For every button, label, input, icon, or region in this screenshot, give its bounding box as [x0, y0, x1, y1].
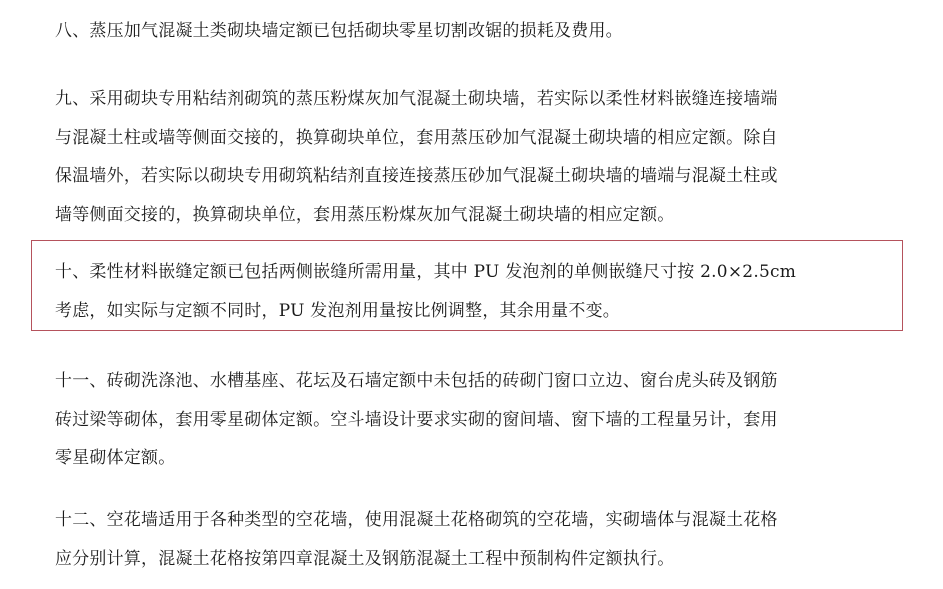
paragraph-line: 砖过梁等砌体，套用零星砌体定额。空斗墙设计要求实砌的窗间墙、窗下墙的工程量另计，套用 — [55, 409, 778, 430]
paragraph-line: 与混凝土柱或墙等侧面交接的，换算砌块单位，套用蒸压砂加气混凝土砌块墙的相应定额。除自 — [55, 127, 778, 148]
paragraph-line: 零星砌体定额。 — [55, 448, 176, 468]
paragraph-line: 十二、空花墙适用于各种类型的空花墙，使用混凝土花格砌筑的空花墙，实砌墙体与混凝土花格 — [55, 510, 778, 530]
paragraph-line: 八、蒸压加气混凝土类砌块墙定额已包括砌块零星切割改锯的损耗及费用。 — [55, 21, 623, 41]
paragraph-line: 应分别计算，混凝土花格按第四章混凝土及钢筋混凝土工程中预制构件定额执行。 — [55, 548, 675, 569]
paragraph-9 — [55, 80, 895, 234]
paragraph-10-highlighted — [55, 253, 895, 330]
paragraph-line: 墙等侧面交接的，换算砌块单位，套用蒸压粉煤灰加气混凝土砌块墙的相应定额。 — [55, 204, 675, 225]
paragraph-8 — [55, 12, 895, 51]
paragraph-line: 保温墙外，若实际以砌块专用砌筑粘结剂直接连接蒸压砂加气混凝土砌块墙的墙端与混凝土柱或 — [55, 166, 778, 186]
paragraph-12 — [55, 501, 895, 578]
paragraph-11 — [55, 362, 895, 478]
paragraph-line: 九、采用砌块专用粘结剂砌筑的蒸压粉煤灰加气混凝土砌块墙，若实际以柔性材料嵌缝连接墙端 — [55, 89, 778, 109]
paragraph-line: 考虑，如实际与定额不同时，PU 发泡剂用量按比例调整，其余用量不变。 — [55, 300, 621, 321]
paragraph-line: 十、柔性材料嵌缝定额已包括两侧嵌缝所需用量，其中 PU 发泡剂的单侧嵌缝尺寸按 2.0×2.5cm — [55, 262, 797, 282]
paragraph-line: 十一、砖砌洗涤池、水槽基座、花坛及石墙定额中未包括的砖砌门窗口立边、窗台虎头砖及钢筋 — [55, 371, 778, 391]
